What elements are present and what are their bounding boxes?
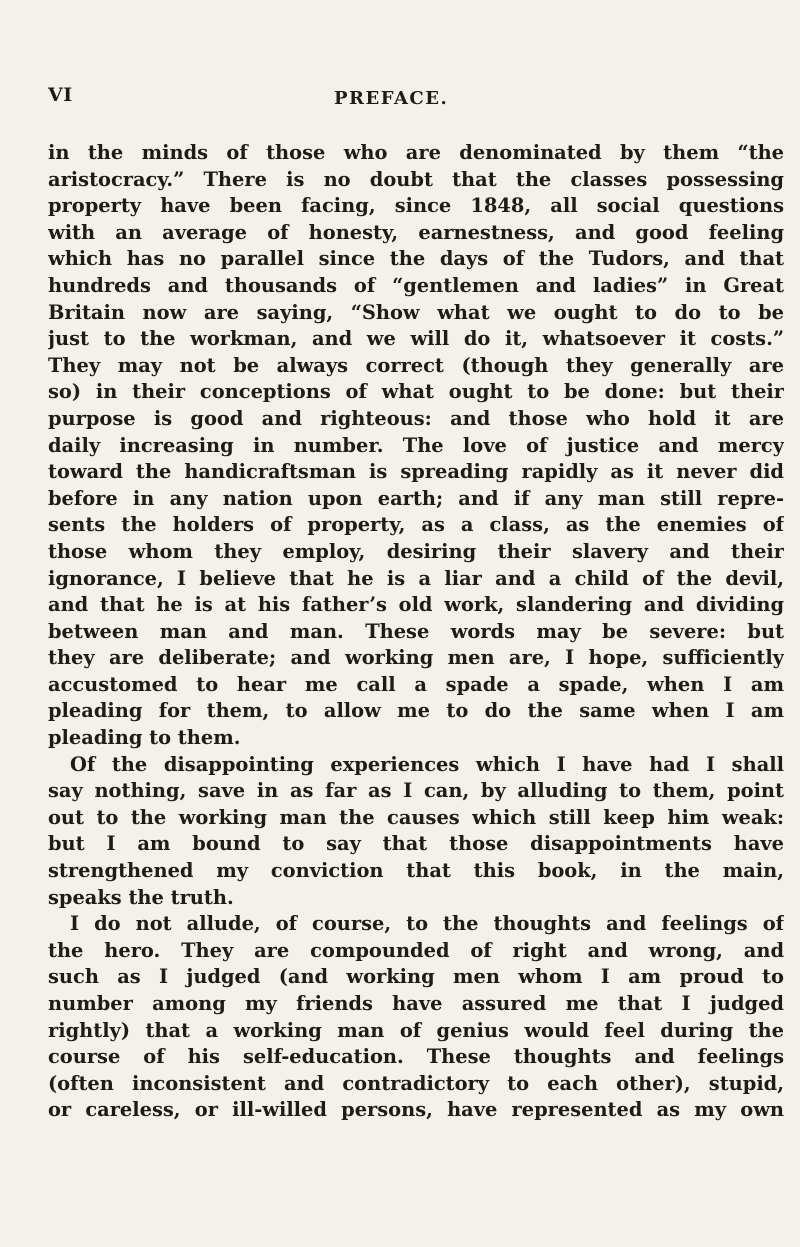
text-line: but I am bound to say that those disappointments have — [48, 832, 784, 856]
text-line: just to the workman, and we will do it, whatsoever it costs.” — [48, 327, 784, 351]
text-line: those whom they employ, desiring their slavery and their — [48, 539, 784, 563]
text-line: out to the working man the causes which still keep him weak: — [48, 805, 784, 829]
text-line: sents the holders of property, as a class, as the enemies of — [48, 513, 784, 537]
text-line: hundreds and thousands of “gentlemen and ladies” in Great — [48, 273, 784, 297]
text-line: pleading to them. — [48, 726, 241, 750]
text-line: Of the disappointing experiences which I have had I shall — [70, 752, 784, 776]
text-line: such as I judged (and working men whom I am proud to — [48, 965, 784, 989]
page-header — [0, 84, 800, 114]
running-head: PREFACE. — [334, 88, 449, 109]
text-line: before in any nation upon earth; and if any man still repre- — [48, 486, 784, 510]
text-line: speaks the truth. — [48, 885, 234, 909]
text-line: Britain now are saying, “Show what we ought to do to be — [48, 300, 784, 324]
text-line: strengthened my conviction that this book, in the main, — [48, 859, 784, 883]
text-line: so) in their conceptions of what ought to be done: but their — [48, 380, 784, 404]
text-line: which has no parallel since the days of the Tudors, and that — [48, 247, 784, 271]
text-line: accustomed to hear me call a spade a spade, when I am — [48, 672, 784, 696]
text-line: and that he is at his father’s old work, slandering and dividing — [48, 593, 784, 617]
text-line: course of his self-education. These thoughts and feelings — [48, 1045, 784, 1069]
text-line: rightly) that a working man of genius would feel during the — [48, 1018, 784, 1042]
text-line: pleading for them, to allow me to do the same when I am — [48, 699, 784, 723]
text-line: purpose is good and righteous: and those who hold it are — [48, 406, 784, 430]
text-line: aristocracy.” There is no doubt that the classes possessing — [48, 167, 784, 191]
text-line: They may not be always correct (though they generally are — [48, 353, 784, 377]
text-line: between man and man. These words may be severe: but — [48, 619, 784, 643]
text-line: or careless, or ill-willed persons, have represented as my own — [48, 1098, 784, 1122]
text-line: the hero. They are compounded of right and wrong, and — [48, 938, 784, 962]
text-line: (often inconsistent and contradictory to each other), stupid, — [48, 1071, 784, 1095]
text-line: number among my friends have assured me that I judged — [48, 992, 784, 1015]
body-text — [48, 140, 784, 1124]
text-line: property have been facing, since 1848, all social questions — [48, 194, 784, 218]
text-line: say nothing, save in as far as I can, by alluding to them, point — [48, 779, 784, 803]
text-line: I do not allude, of course, to the thoughts and feelings of — [70, 912, 784, 936]
text-line: ignorance, I believe that he is a liar and a child of the devil, — [48, 566, 784, 590]
text-line: with an average of honesty, earnestness, and good feeling — [48, 220, 784, 244]
text-line: toward the handicraftsman is spreading rapidly as it never did — [48, 460, 784, 484]
page-number: VI — [48, 84, 73, 106]
text-line: daily increasing in number. The love of justice and mercy — [48, 433, 784, 457]
text-line: they are deliberate; and working men are, I hope, sufficiently — [48, 646, 784, 670]
text-line: in the minds of those who are denominated by them “the — [48, 141, 784, 164]
